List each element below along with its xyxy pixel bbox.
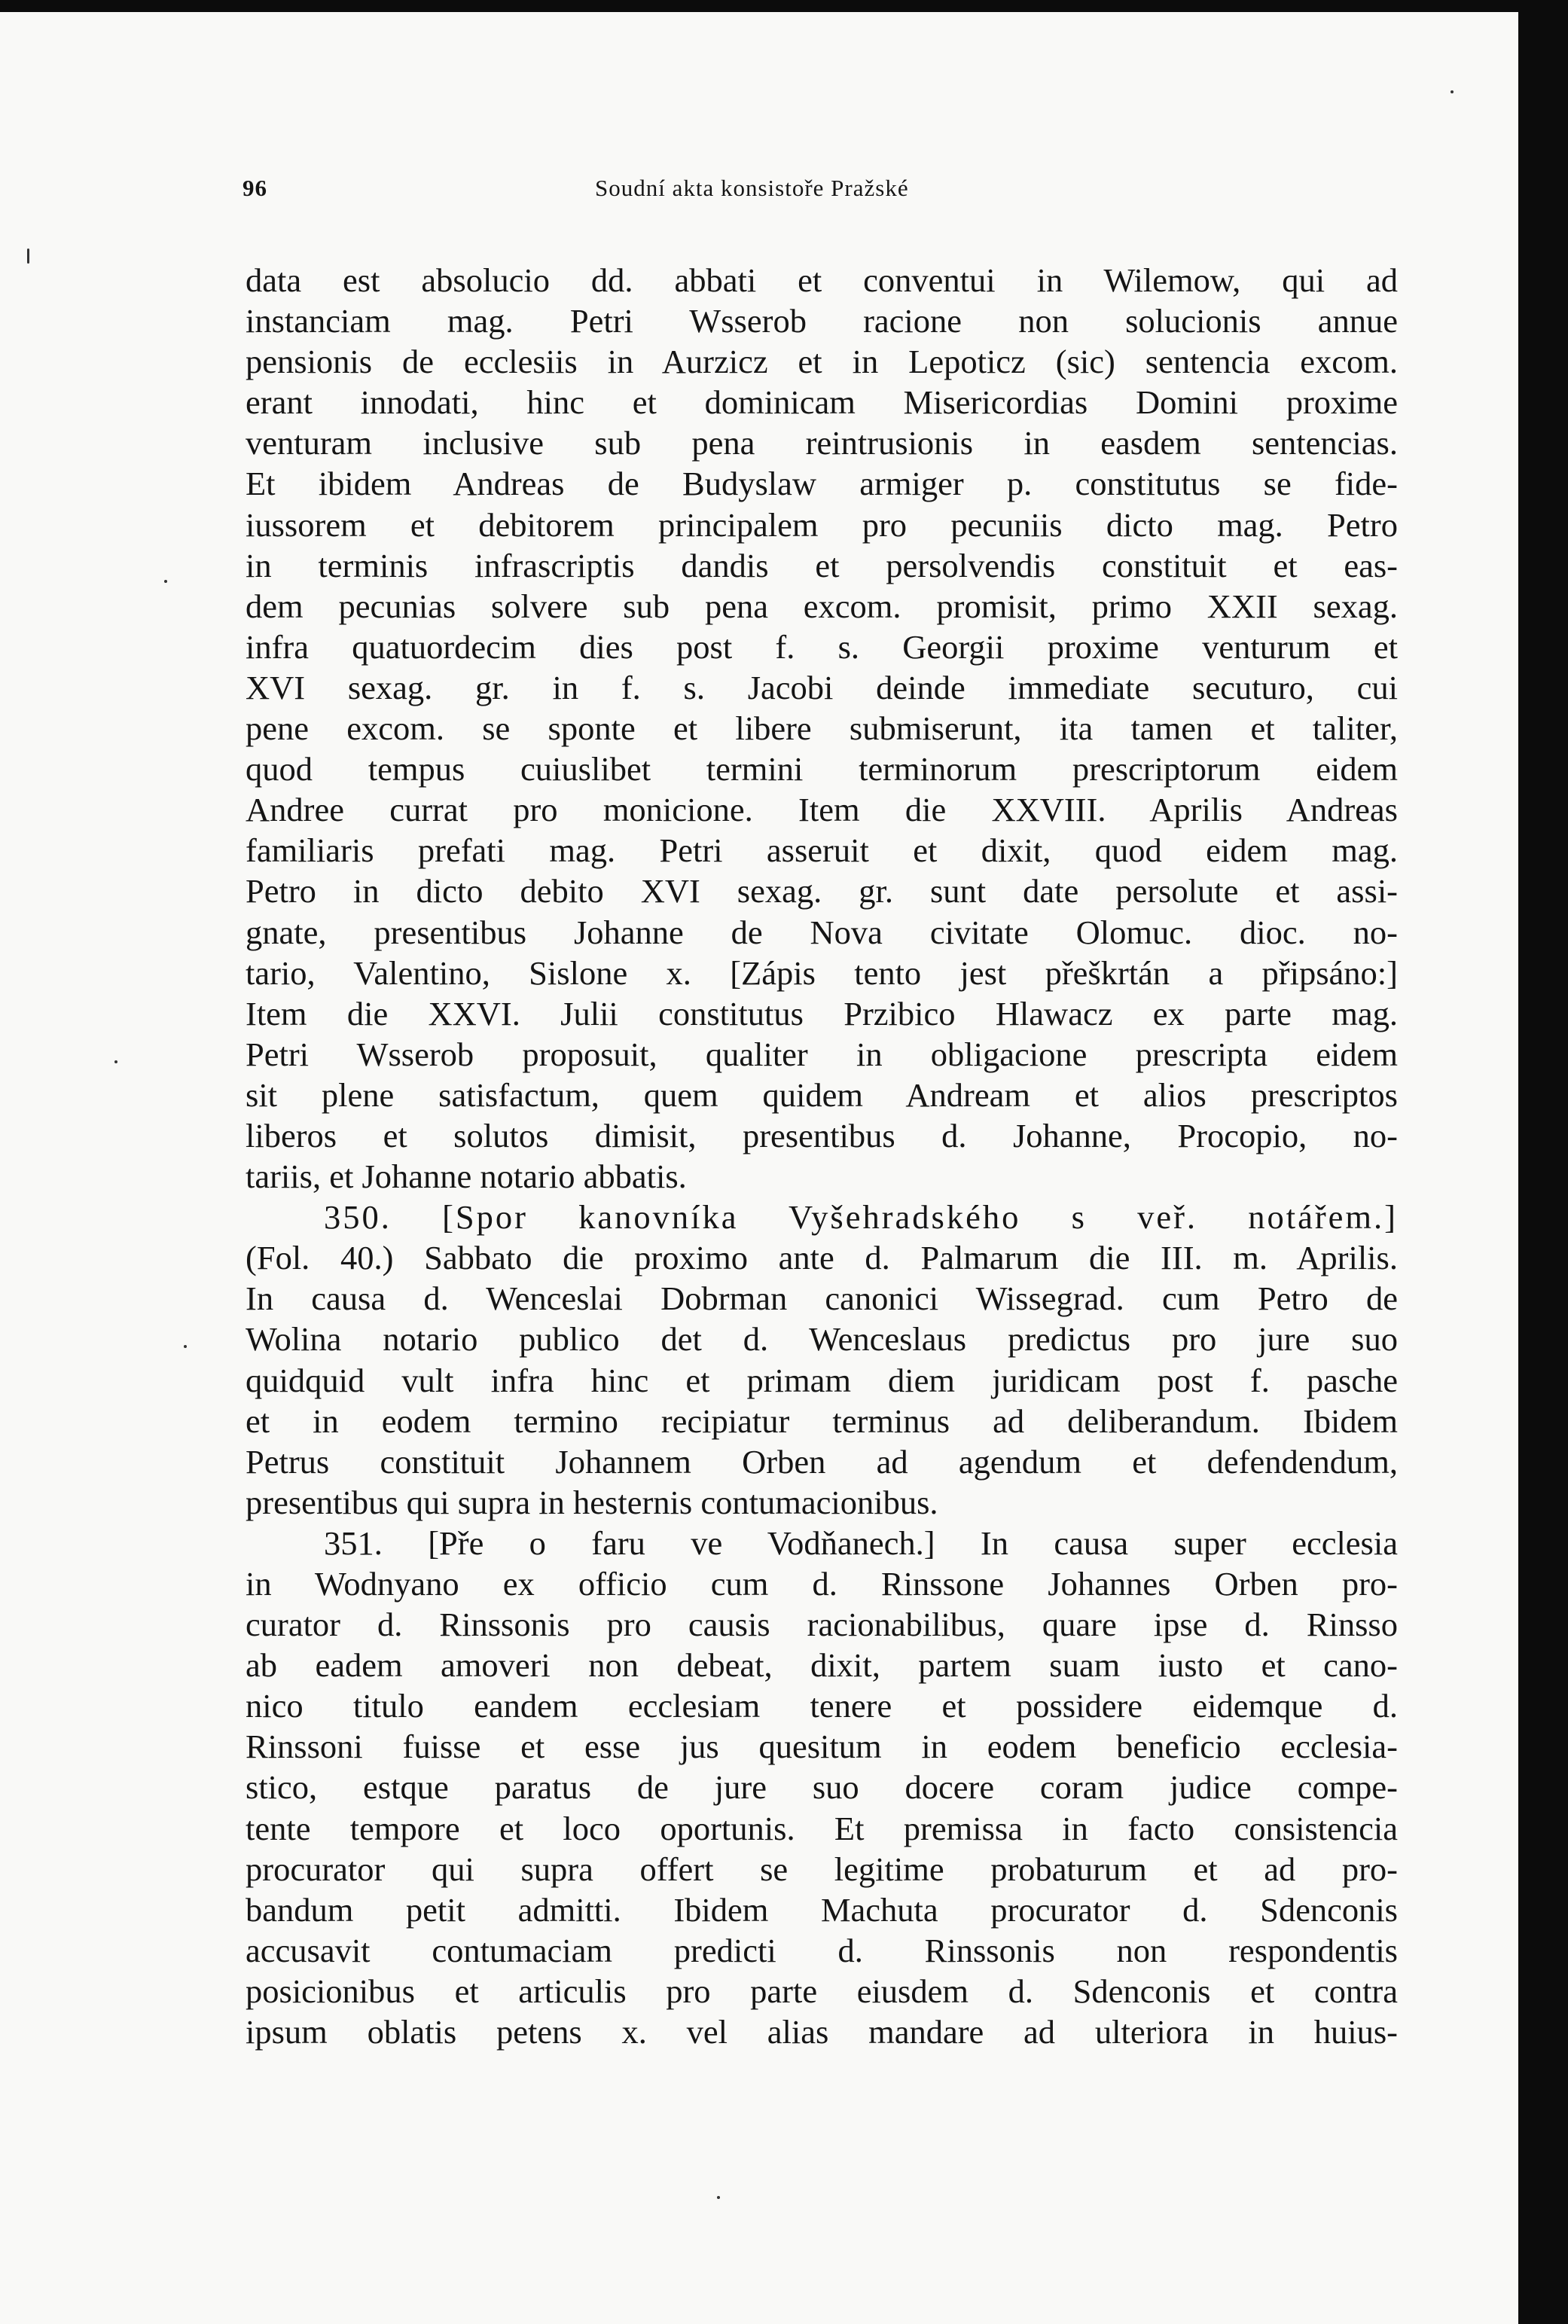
text-line: Item die XXVI. Julii constitutus Przibico Hlawacz ex parte mag. (246, 994, 1398, 1032)
scan-speck (717, 2196, 720, 2199)
text-line: Andree currat pro monicione. Item die XXVIII. Aprilis Andreas (246, 791, 1398, 829)
text-line: Wolina notario publico det d. Wenceslaus predictus pro jure suo (246, 1320, 1398, 1359)
text-line: quidquid vult infra hinc et primam diem juridicam post f. pasche (246, 1361, 1398, 1399)
text-line: ab eadem amoveri non debeat, dixit, partem suam iusto et cano- (246, 1646, 1398, 1685)
text-line: presentibus qui supra in hesternis contumacionibus. (246, 1483, 938, 1521)
text-line: in terminis infrascriptis dandis et persolvendis constituit et eas- (246, 546, 1398, 584)
text-line: pensionis de ecclesiis in Aurzicz et in Lepoticz (sic) sentencia excom. (246, 343, 1398, 381)
text-line: Rinssoni fuisse et esse jus quesitum in eodem beneficio ecclesia- (246, 1728, 1398, 1766)
text-line: procurator qui supra offert se legitime probaturum et ad pro- (246, 1850, 1398, 1888)
scan-speck (164, 580, 167, 583)
text-line: tario, Valentino, Sislone x. [Zápis tento jest přeškrtán a připsáno:] (246, 953, 1398, 992)
scan-speck (184, 1345, 187, 1348)
text-line: dem pecunias solvere sub pena excom. promisit, primo XXII sexag. (246, 587, 1398, 625)
page-number: 96 (243, 175, 267, 201)
text-line: (Fol. 40.) Sabbato die proximo ante d. Palmarum die III. m. Aprilis. (246, 1239, 1398, 1277)
scan-border-top (0, 0, 1568, 12)
text-line: stico, estque paratus de jure suo docere coram judice compe- (246, 1768, 1398, 1807)
running-title: Soudní akta konsistoře Pražské (595, 175, 909, 201)
text-line: tente tempore et loco oportunis. Et premissa in facto consistencia (246, 1809, 1398, 1847)
text-line: venturam inclusive sub pena reintrusionis in easdem sentencias. (246, 424, 1398, 462)
text-line: data est absolucio dd. abbati et conventui in Wilemow, qui ad (246, 261, 1398, 299)
text-line: Et ibidem Andreas de Budyslaw armiger p. constitutus se fide- (246, 465, 1398, 503)
text-line: gnate, presentibus Johanne de Nova civitate Olomuc. dioc. no- (246, 913, 1398, 951)
section-heading-351: 351. [Pře o faru ve Vodňanech.] In causa super ecclesia (324, 1523, 1398, 1562)
text-line: in Wodnyano ex officio cum d. Rinssone Johannes Orben pro- (246, 1565, 1398, 1603)
text-line: Petri Wsserob proposuit, qualiter in obligacione prescripta eidem (246, 1035, 1398, 1073)
text-line: ipsum oblatis petens x. vel alias mandare ad ulteriora in huius- (246, 2013, 1398, 2051)
text-line: Petro in dicto debito XVI sexag. gr. sunt date persolute et assi- (246, 872, 1398, 910)
text-line: iussorem et debitorem principalem pro pecuniis dicto mag. Petro (246, 505, 1398, 544)
text-line: et in eodem termino recipiatur terminus ad deliberandum. Ibidem (246, 1401, 1398, 1440)
text-line: curator d. Rinssonis pro causis racionabilibus, quare ipse d. Rinsso (246, 1606, 1398, 1644)
text-line: liberos et solutos dimisit, presentibus d. Johanne, Procopio, no- (246, 1116, 1398, 1154)
text-line: quod tempus cuiuslibet termini terminorum prescriptorum eidem (246, 750, 1398, 788)
page-header (0, 175, 1518, 212)
text-line: tariis, et Johanne notario abbatis. (246, 1157, 687, 1196)
text-line: posicionibus et articulis pro parte eiusdem d. Sdenconis et contra (246, 1972, 1398, 2010)
section-heading-350: 350. [Spor kanovníka Vyšehradského s veř. notářem.] (324, 1198, 1398, 1237)
text-line: instanciam mag. Petri Wsserob racione non solucionis annue (246, 302, 1398, 340)
scan-speck (27, 249, 29, 264)
text-line: familiaris prefati mag. Petri asseruit et dixit, quod eidem mag. (246, 831, 1398, 870)
scan-speck (114, 1060, 117, 1063)
scan-speck (1451, 90, 1454, 93)
text-line: bandum petit admitti. Ibidem Machuta procurator d. Sdenconis (246, 1890, 1398, 1929)
text-line: erant innodati, hinc et dominicam Misericordias Domini proxime (246, 383, 1398, 422)
text-line: sit plene satisfactum, quem quidem Andream et alios prescriptos (246, 1075, 1398, 1114)
text-line: Petrus constituit Johannem Orben ad agendum et defendendum, (246, 1442, 1398, 1481)
scan-border-right (1518, 0, 1568, 2324)
text-line: In causa d. Wenceslai Dobrman canonici Wissegrad. cum Petro de (246, 1279, 1398, 1318)
text-line: XVI sexag. gr. in f. s. Jacobi deinde immediate secuturo, cui (246, 668, 1398, 706)
text-line: nico titulo eandem ecclesiam tenere et possidere eidemque d. (246, 1687, 1398, 1725)
text-line: pene excom. se sponte et libere submiserunt, ita tamen et taliter, (246, 709, 1398, 748)
body-text (246, 260, 1398, 2052)
text-line: infra quatuordecim dies post f. s. Georgii proxime venturum et (246, 627, 1398, 666)
text-line: accusavit contumaciam predicti d. Rinssonis non respondentis (246, 1931, 1398, 1969)
